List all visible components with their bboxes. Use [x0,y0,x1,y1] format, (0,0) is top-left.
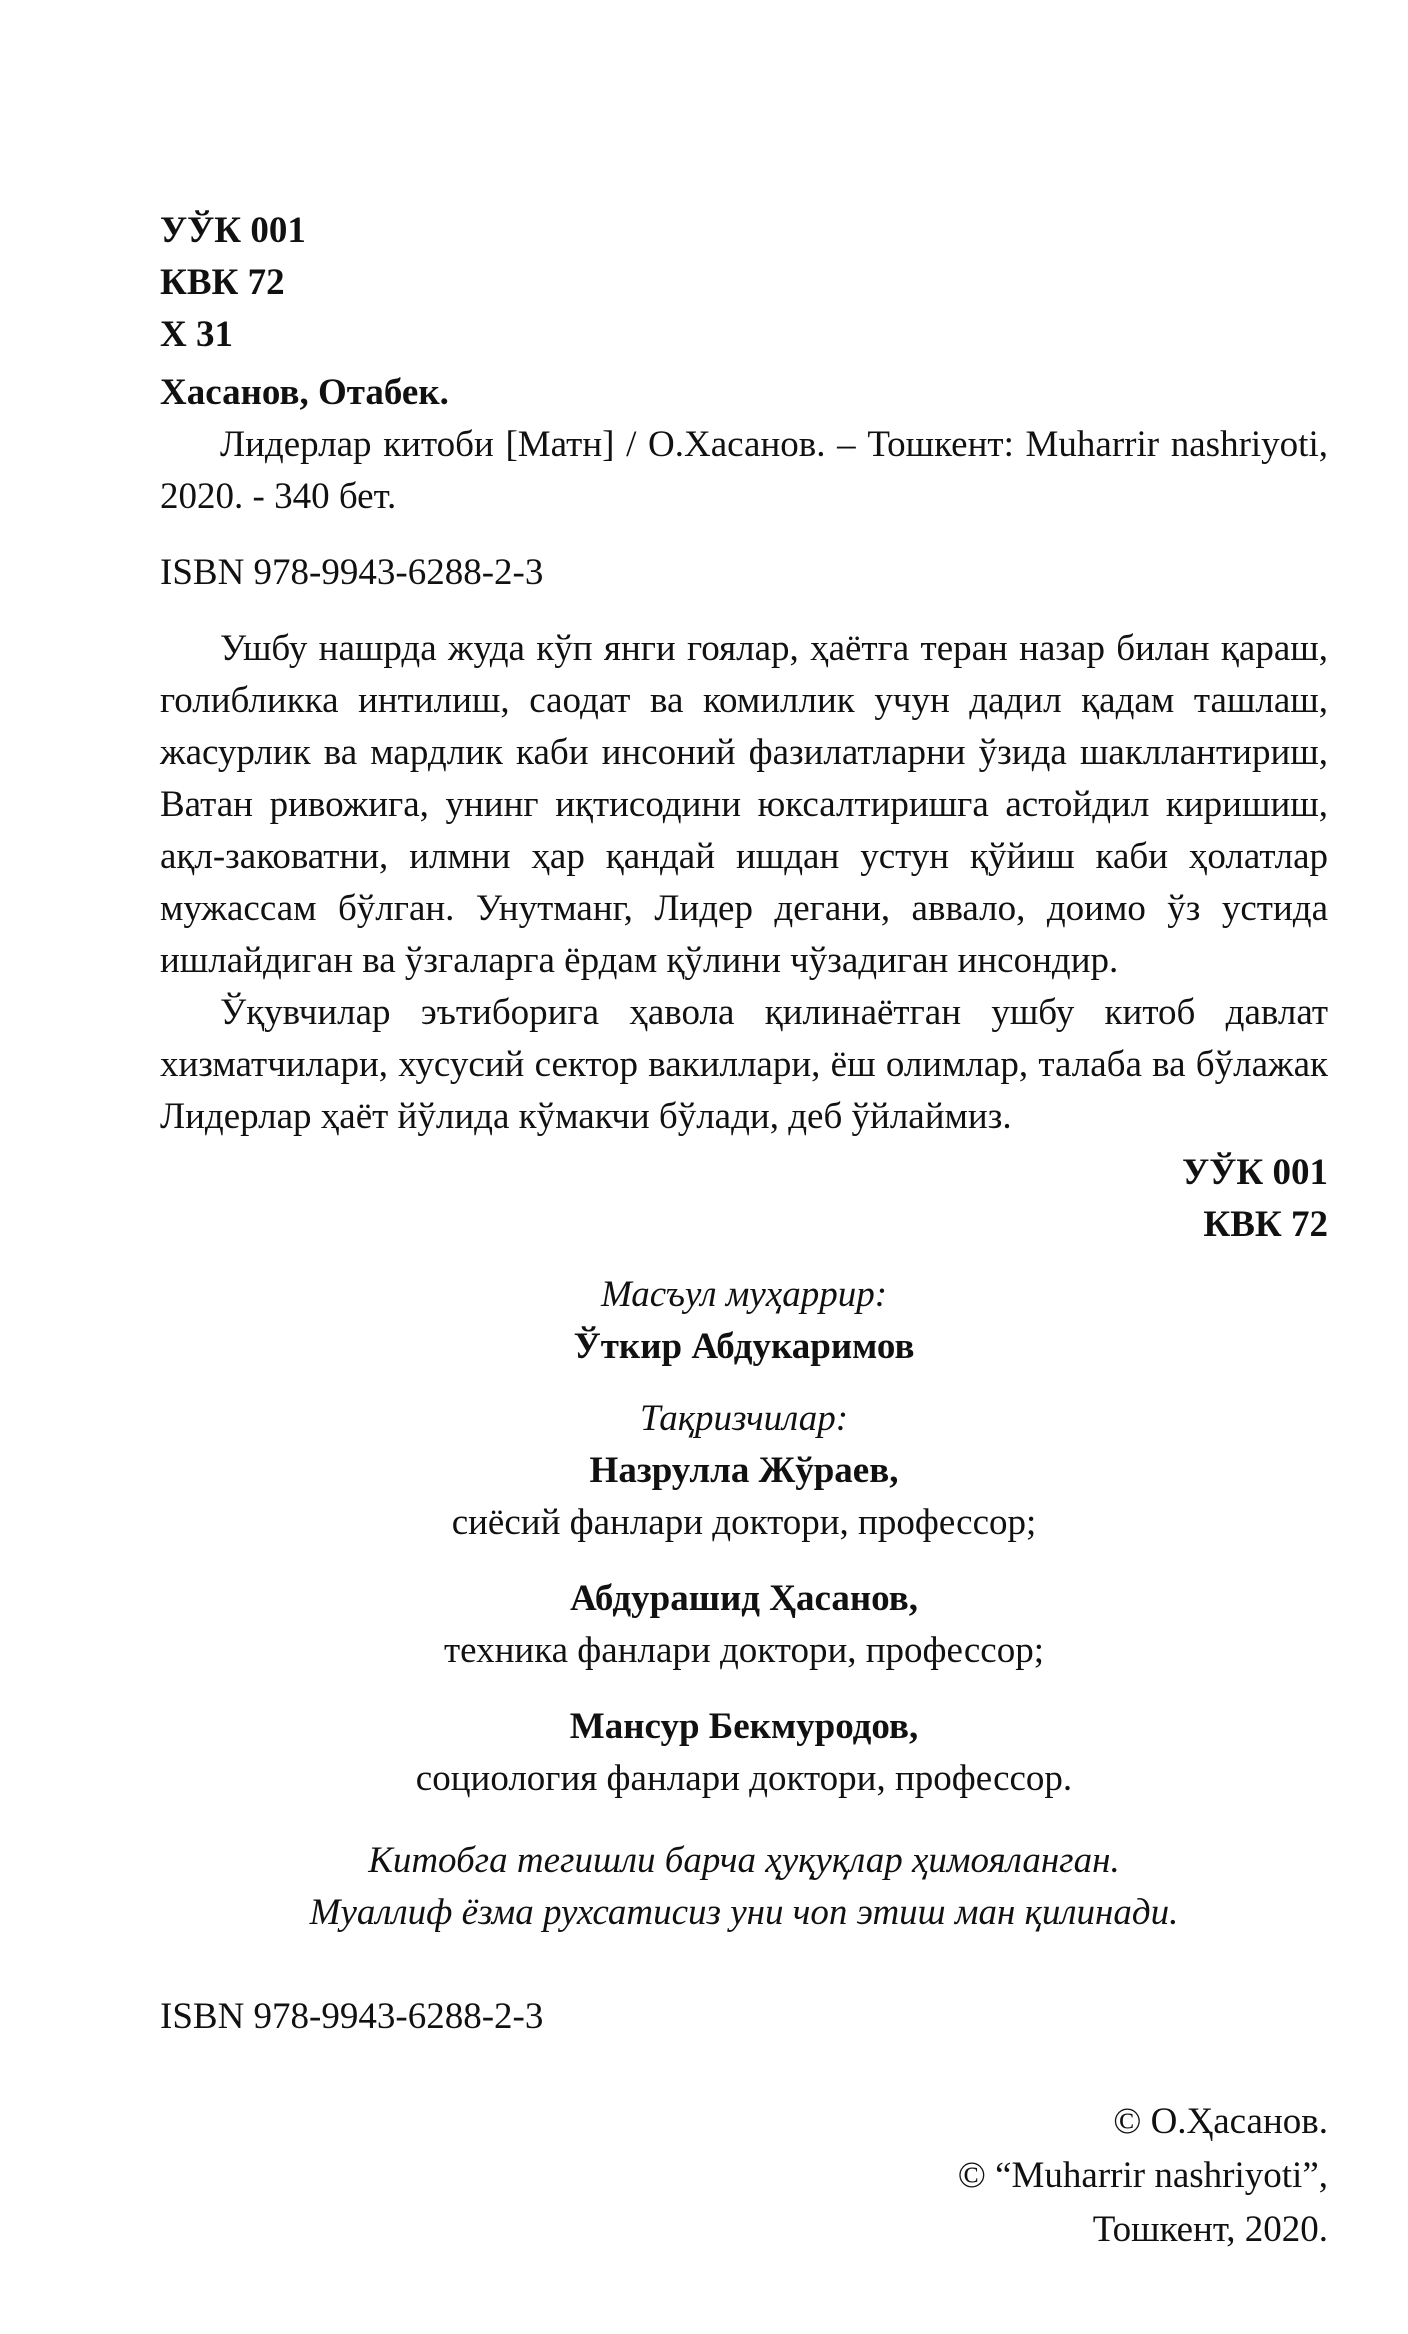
udk-code-right: УЎК 001 [1182,1152,1328,1193]
rights-notice [160,1835,1328,1939]
annotation-paragraph-2: Ўқувчилар эътиборига ҳавола қилинаётган ушбу китоб давлат хизматчилари, хусусий сектор вакиллари, ёш олимлар, талаба ва бўлажак Лидерлар ҳаёт йўлида кўмакчи бўлади, деб ўйлаймиз. [160,992,1328,1137]
copyright-block [160,2095,1328,2257]
editor-role: Масъул муҳаррир: [600,1274,888,1315]
author-mark: Х 31 [160,314,233,355]
bibliographic-title: Лидерлар китоби [Матн] / О.Хасанов. – Тошкент: Muharrir nashriyoti, 2020. - 340 бет. [160,424,1328,517]
isbn-bottom: ISBN 978-9943-6288-2-3 [160,1996,544,2037]
reviewer-name: Назрулла Жўраев, [589,1450,899,1491]
copyright-author: © О.Ҳасанов. [1113,2101,1328,2142]
reviewer-name: Мансур Бекмуродов, [569,1706,919,1747]
editor-name: Ўткир Абдукаримов [573,1326,915,1367]
kbk-code-right: КВК 72 [1203,1204,1328,1245]
classification-codes [160,205,1328,361]
rights-line-1: Китобга тегишли барча ҳуқуқлар ҳимояланган. [368,1840,1120,1881]
reviewer-name: Абдурашид Ҳасанов, [570,1578,918,1619]
reviewers-role: Тақризчилар: [639,1398,849,1439]
credits-block [160,1269,1328,1805]
reviewer-desc: техника фанлари доктори, профессор; [444,1630,1044,1671]
annotation-paragraph-1: Ушбу нашрда жуда кўп янги гоялар, ҳаётга теран назар билан қараш, голибликка интилиш, саодат ва комиллик учун дадил қадам ташлаш, жасурлик ва мардлик каби инсоний фазилатларни ўзида шакллантириш, Ватан ривожига, унинг иқтисодини юксалтиришга астойдил киришиш, ақл-заковатни, илмни ҳар қандай ишдан устун қўйиш каби ҳолатлар мужассам бўлган. Унутманг, Лидер дегани, аввало, доимо ўз устида ишлайдиган ва ўзгаларга ёрдам қўлини чўзадиган инсондир. [160,628,1328,981]
reviewer-desc: сиёсий фанлари доктори, профессор; [451,1502,1037,1543]
author-heading: Хасанов, Отабек. [160,372,449,413]
reviewer-desc: социология фанлари доктори, профессор. [415,1758,1073,1799]
copyright-publisher: © “Muharrir nashriyoti”, [957,2155,1328,2196]
kbk-code: КВК 72 [160,262,285,303]
udk-code: УЎК 001 [160,210,306,251]
publication-place-year: Тошкент, 2020. [1092,2209,1328,2250]
isbn-top: ISBN 978-9943-6288-2-3 [160,552,544,593]
rights-line-2: Муаллиф ёзма рухсатисиз уни чоп этиш ман қилинади. [309,1892,1179,1933]
imprint-page [160,205,1328,2257]
classification-codes-right [160,1147,1328,1251]
